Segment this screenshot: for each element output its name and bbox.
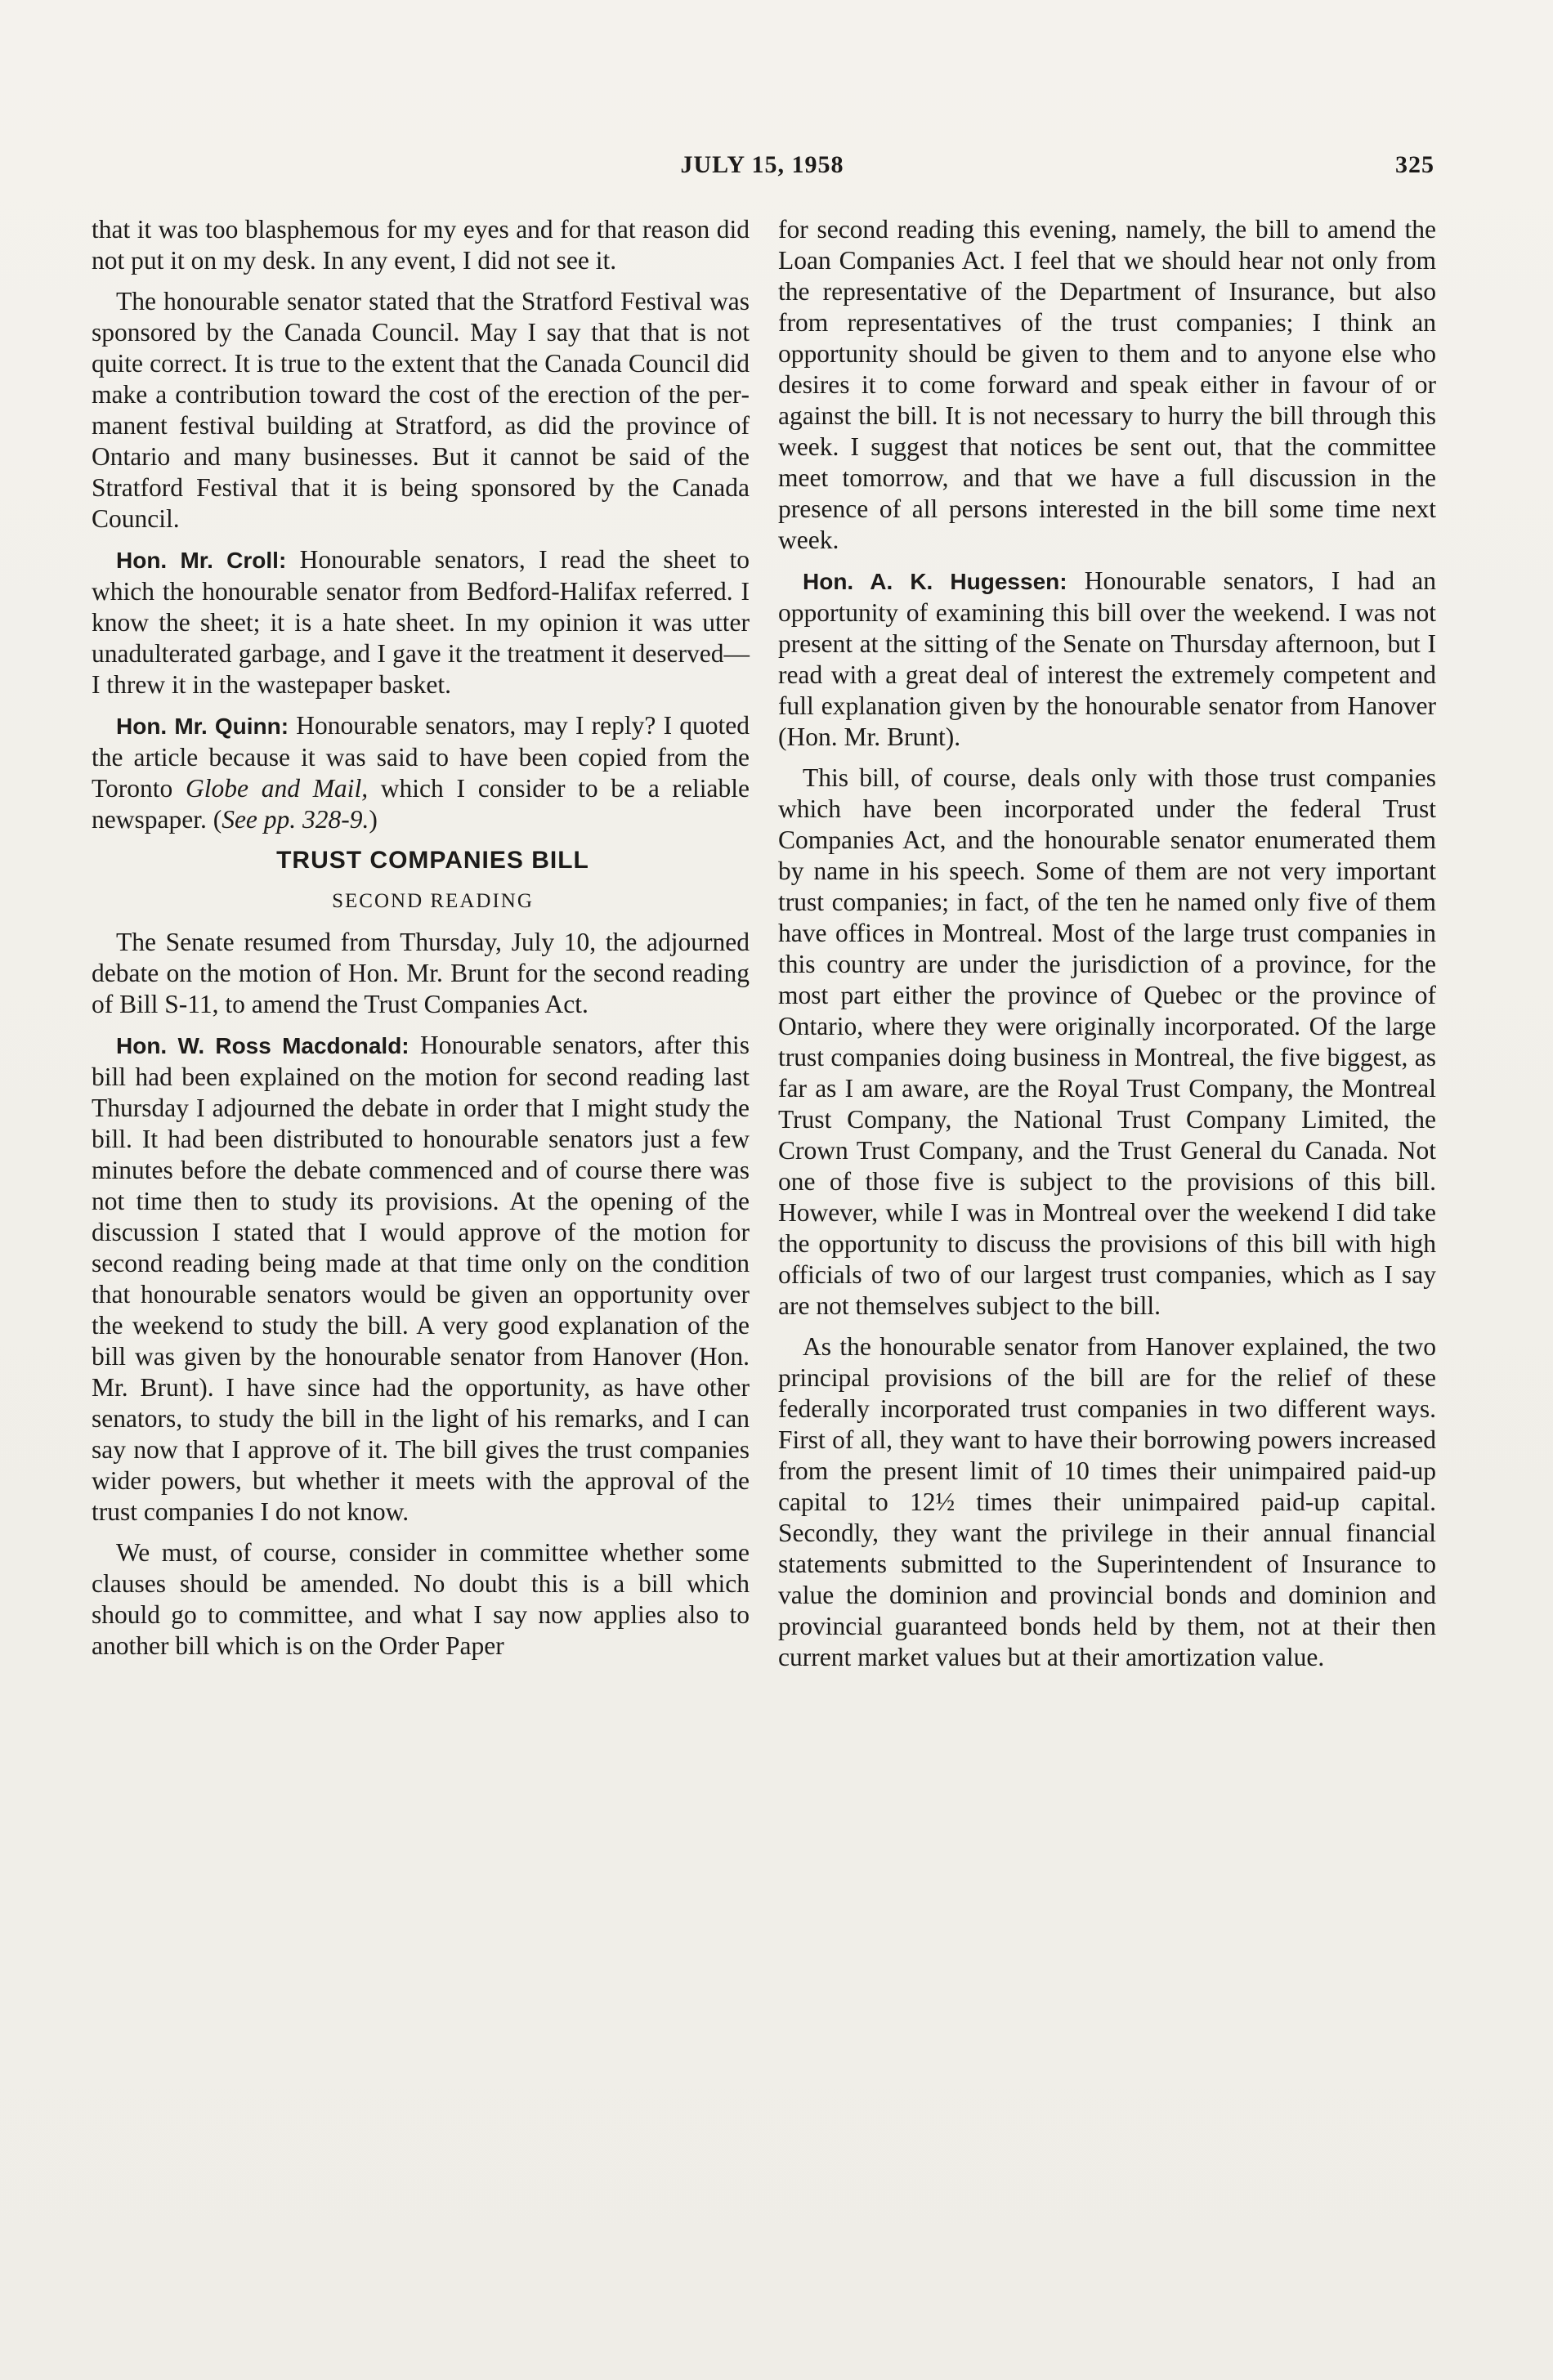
- paragraph: The honourable senator stated that the Stratford Festival was sponsored by the Canada Council. May I say that that is not quite correct. It is true to the extent that the Canada Council did make a contribution toward the cost of the erection of the permanent festival building at Stratford, as did the province of Ontario and many businesses. But it cannot be said of the Stratford Festival that it is being sponsored by the Canada Council.: [92, 287, 750, 533]
- right-column: [778, 214, 1436, 1683]
- section-subtitle: SECOND READING: [332, 890, 534, 912]
- page-number: 325: [1395, 151, 1434, 178]
- speaker-name: Hon. Mr. Quinn:: [116, 714, 289, 739]
- speech-paragraph: [92, 1030, 750, 1528]
- paragraph: This bill, of course, deals only with those trust companies which have been incorporated under the federal Trust Companies Act, and the honourable senator enumerated them by name in his speech. Some of them are not very important trust companies; in fact, of the ten he named only five of them have offices in Montreal. Most of the large trust companies in this country are under the jurisdiction of a province, for the most part either the province of Quebec or the province of Ontario, where they were originally incorporated. Of the large trust companies doing business in Montreal, the five biggest, as far as I am aware, are the Royal Trust Company, the Montreal Trust Company, the National Trust Company Limited, the Crown Trust Company, and the Trust General du Canada. Not one of those five is subject to the provisions of this bill. However, while I was in Montreal over the weekend I did take the opportunity to discuss the provisions of this bill with high officials of two of our largest trust companies, which as I say are not themselves subject to the bill.: [778, 763, 1436, 1320]
- speech-text: Honourable senators, I had an opportunity of examining this bill over the weekend. I was not present at the sitting of the Senate on Thursday afternoon, but I read with a great deal of interest the extremely competent and full explanation given by the honourable senator from Hanover (Hon. Mr. Brunt).: [778, 566, 1436, 751]
- speech-text: Honourable senators, may I reply? I quoted the article because it was said to have been copied from the Toronto: [92, 711, 750, 803]
- speech-text: Honourable senators, after this bill had been explained on the motion for second reading last Thursday I adjourned the debate in order that I might study the bill. It had been distributed to honourable senators just a few minutes before the debate commenced and of course there was not time then to study its provisions. At the opening of the discussion I stated that I would approve of the motion for second reading being made at that time only on the condition that honourable senators would be given an opportunity over the weekend to study the bill. A very good explanation of the bill was given by the honourable senator from Hanover (Hon. Mr. Brunt). I have since had the opportunity, as have other senators, to study the bill in the light of his remarks, and I can say now that I approve of it. The bill gives the trust companies wider powers, but whether it meets with the approval of the trust companies I do not know.: [92, 1031, 750, 1526]
- speech-text: Honourable senators, I read the sheet to which the honourable senator from Bedford-Halifax referred. I know the sheet; it is a hate sheet. In my opinion it was utter unadulterated garbage, and I gave it the treatment it deserved—I threw it in the wastepaper basket.: [92, 545, 750, 699]
- paragraph: We must, of course, consider in committee whether some clauses should be amended. No doubt this is a bill which should go to committee, and what I say now applies also to another bill which is on the Order Paper: [92, 1538, 750, 1660]
- paragraph: The Senate resumed from Thursday, July 10, the adjourned debate on the motion of Hon. Mr. Brunt for the second reading of Bill S-11, to amend the Trust Companies Act.: [92, 928, 750, 1018]
- speech-paragraph: [92, 710, 750, 835]
- paragraph: that it was too blasphemous for my eyes and for that reason did not put it on my desk. In any event, I did not see it.: [92, 215, 750, 275]
- section-title: TRUST COMPANIES BILL: [276, 847, 589, 874]
- running-header: [90, 151, 1434, 192]
- speaker-name: Hon. A. K. Hugessen:: [803, 569, 1067, 594]
- left-column: [92, 214, 750, 1671]
- speech-paragraph: [778, 566, 1436, 753]
- speaker-name: Hon. W. Ross Macdonald:: [116, 1033, 410, 1058]
- paragraph: for second reading this evening, namely, the bill to amend the Loan Companies Act. I feel that we should hear not only from the representative of the Department of Insurance, but also from representatives of the trust companies; I think an opportunity should be given to them and to anyone else who desires it to come forward and speak either in favour of or against the bill. It is not necessary to hurry the bill through this week. I suggest that notices be sent out, that the committee meet tomorrow, and that we have a full discussion in the presence of all persons interested in the bill some time next week.: [778, 215, 1436, 554]
- paragraph: As the honourable senator from Hanover explained, the two principal provisions of the bill are for the relief of these federally incorporated trust companies in two different ways. First of all, they want to have their borrowing powers increased from the present limit of 10 times their unimpaired paid-up capital to 12½ times their unimpaired paid-up capital. Secondly, they want the privilege in their annual financial statements submitted to the Superintendent of Insurance to value the dominion and provincial bonds and dominion and provincial guaranteed bonds held by them, not at their then current market values but at their amortization value.: [778, 1332, 1436, 1671]
- newspaper-title: Globe and Mail,: [186, 774, 369, 803]
- page-reference: See pp. 328-9.: [222, 805, 369, 834]
- header-date: JULY 15, 1958: [680, 151, 844, 178]
- speaker-name: Hon. Mr. Croll:: [116, 548, 287, 573]
- speech-text: which I consider to be a reliable newspaper. (: [92, 774, 750, 834]
- speech-text: ): [369, 805, 378, 834]
- speech-paragraph: [92, 544, 750, 700]
